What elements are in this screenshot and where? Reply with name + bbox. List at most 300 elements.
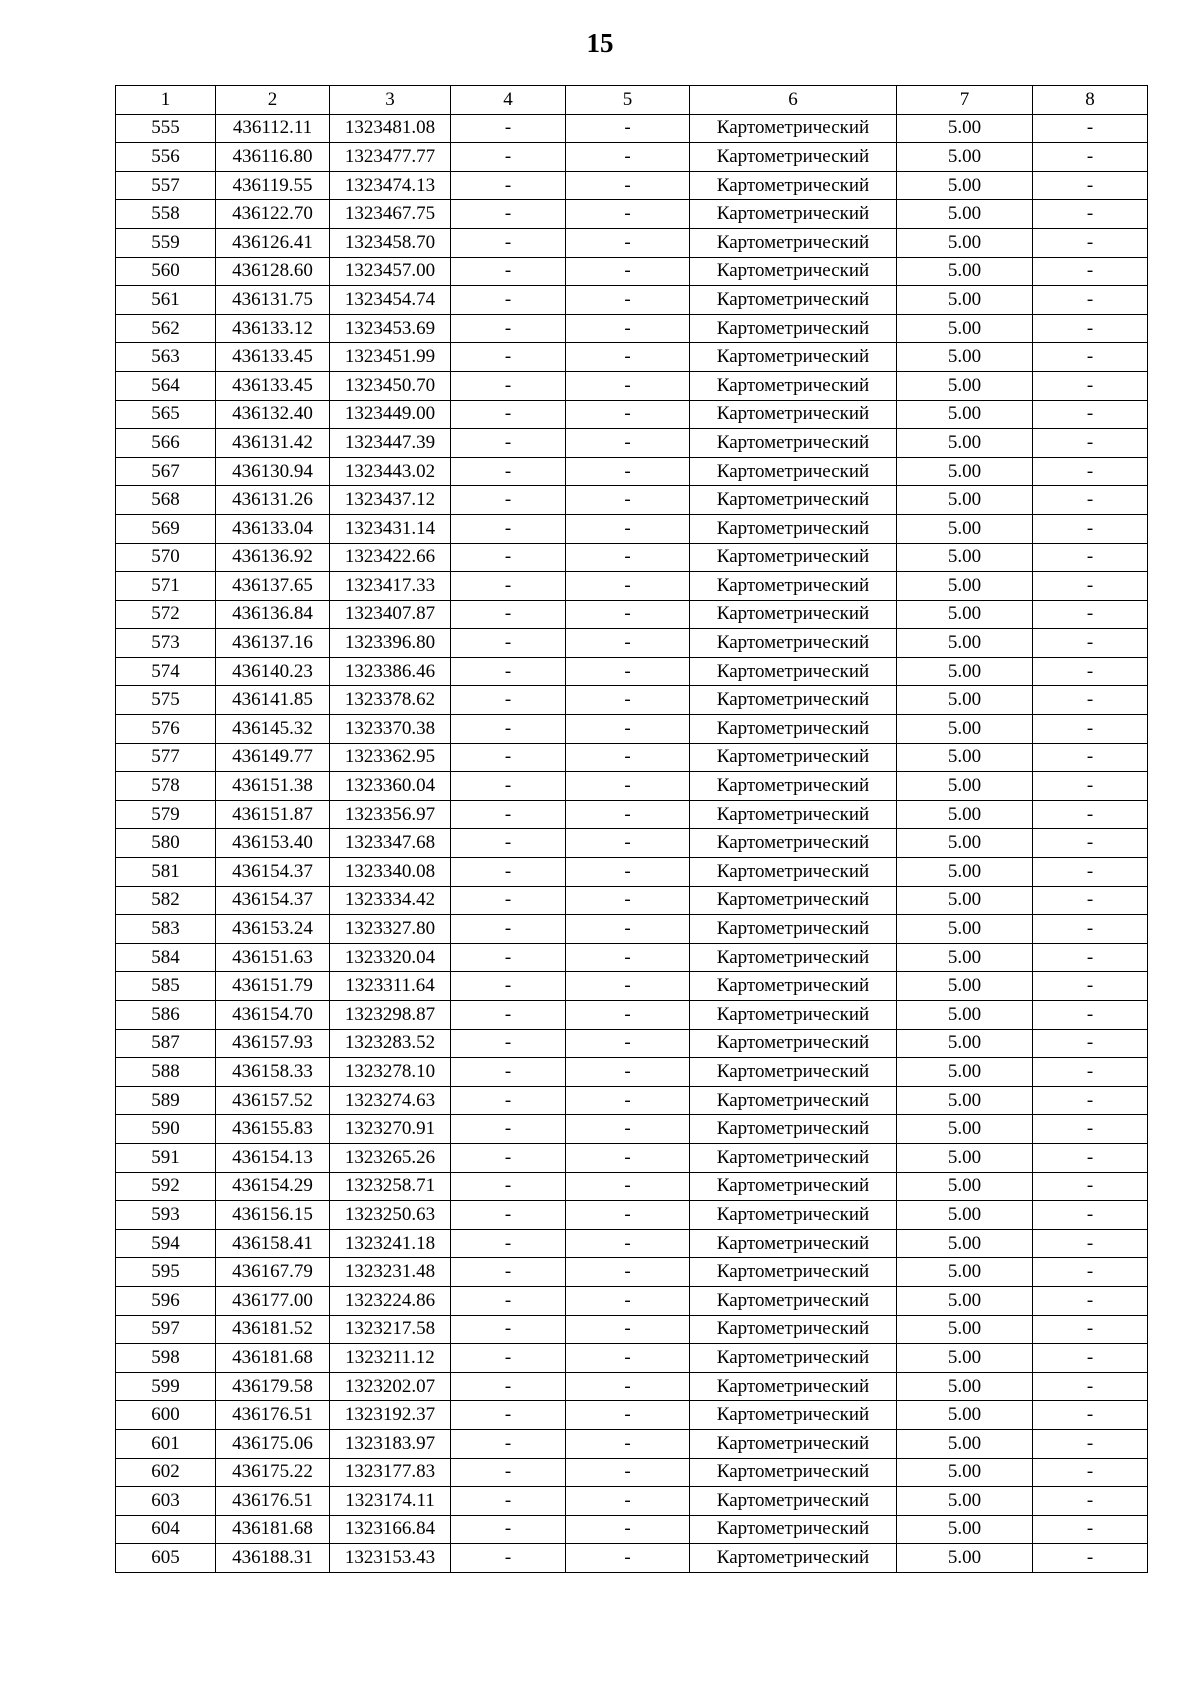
table-cell: 436141.85 <box>216 686 330 715</box>
table-header-row <box>116 86 1148 115</box>
table-cell: Картометрический <box>690 257 897 286</box>
table-cell: - <box>451 1029 566 1058</box>
table-cell: - <box>451 943 566 972</box>
table-row <box>116 1286 1148 1315</box>
table-cell: 5.00 <box>897 686 1033 715</box>
table-cell: 555 <box>116 114 216 143</box>
table-cell: Картометрический <box>690 1515 897 1544</box>
table-cell: 1323217.58 <box>330 1315 451 1344</box>
table-cell: - <box>451 314 566 343</box>
table-cell: Картометрический <box>690 171 897 200</box>
table-cell: Картометрический <box>690 600 897 629</box>
table-cell: 5.00 <box>897 1372 1033 1401</box>
table-cell: - <box>566 629 690 658</box>
table-cell: - <box>566 715 690 744</box>
table-cell: 436156.15 <box>216 1201 330 1230</box>
table-cell: Картометрический <box>690 400 897 429</box>
table-cell: - <box>566 1172 690 1201</box>
table-cell: Картометрический <box>690 371 897 400</box>
table-cell: 436175.06 <box>216 1429 330 1458</box>
table-cell: - <box>1033 257 1148 286</box>
table-cell: - <box>566 114 690 143</box>
table-cell: Картометрический <box>690 1229 897 1258</box>
table-cell: 571 <box>116 572 216 601</box>
table-row <box>116 1058 1148 1087</box>
table-cell: 568 <box>116 486 216 515</box>
table-cell: 436131.75 <box>216 286 330 315</box>
table-cell: 1323211.12 <box>330 1344 451 1373</box>
table-cell: - <box>451 715 566 744</box>
table-cell: 569 <box>116 514 216 543</box>
table-cell: - <box>451 1258 566 1287</box>
table-row <box>116 657 1148 686</box>
table-cell: Картометрический <box>690 1001 897 1030</box>
table-cell: 5.00 <box>897 1344 1033 1373</box>
table-cell: 5.00 <box>897 1258 1033 1287</box>
table-cell: Картометрический <box>690 743 897 772</box>
table-cell: 436137.65 <box>216 572 330 601</box>
table-cell: - <box>451 143 566 172</box>
table-cell: 593 <box>116 1201 216 1230</box>
table-cell: - <box>566 1458 690 1487</box>
table-cell: - <box>451 1115 566 1144</box>
table-cell: - <box>566 1429 690 1458</box>
table-cell: 604 <box>116 1515 216 1544</box>
table-cell: Картометрический <box>690 1487 897 1516</box>
table-cell: - <box>451 1143 566 1172</box>
table-cell: - <box>566 1487 690 1516</box>
table-cell: 436181.52 <box>216 1315 330 1344</box>
table-cell: 1323407.87 <box>330 600 451 629</box>
table-cell: 1323166.84 <box>330 1515 451 1544</box>
table-cell: 603 <box>116 1487 216 1516</box>
coordinates-table <box>115 85 1148 1573</box>
table-cell: Картометрический <box>690 1544 897 1573</box>
table-cell: 1323192.37 <box>330 1401 451 1430</box>
table-cell: 1323278.10 <box>330 1058 451 1087</box>
table-cell: Картометрический <box>690 1201 897 1230</box>
table-cell: 581 <box>116 858 216 887</box>
table-cell: - <box>566 1229 690 1258</box>
table-cell: 578 <box>116 772 216 801</box>
table-cell: 436151.87 <box>216 800 330 829</box>
table-cell: Картометрический <box>690 514 897 543</box>
table-cell: 585 <box>116 972 216 1001</box>
table-row <box>116 972 1148 1001</box>
table-cell: 5.00 <box>897 1058 1033 1087</box>
table-cell: - <box>451 371 566 400</box>
table-cell: 436133.04 <box>216 514 330 543</box>
table-cell: - <box>1033 858 1148 887</box>
table-cell: 1323258.71 <box>330 1172 451 1201</box>
table-cell: 436112.11 <box>216 114 330 143</box>
table-cell: - <box>451 915 566 944</box>
table-cell: - <box>566 1286 690 1315</box>
table-cell: 5.00 <box>897 1086 1033 1115</box>
table-cell: 5.00 <box>897 371 1033 400</box>
table-body <box>116 86 1148 1573</box>
table-cell: 1323362.95 <box>330 743 451 772</box>
table-cell: 436158.41 <box>216 1229 330 1258</box>
table-cell: - <box>451 1401 566 1430</box>
table-row <box>116 858 1148 887</box>
table-cell: Картометрический <box>690 800 897 829</box>
table-cell: - <box>451 972 566 1001</box>
table-cell: Картометрический <box>690 286 897 315</box>
table-cell: - <box>1033 715 1148 744</box>
table-cell: Картометрический <box>690 1172 897 1201</box>
table-cell: - <box>1033 1201 1148 1230</box>
table-cell: 586 <box>116 1001 216 1030</box>
table-cell: 1323283.52 <box>330 1029 451 1058</box>
table-cell: 558 <box>116 200 216 229</box>
table-cell: - <box>1033 371 1148 400</box>
table-cell: - <box>451 743 566 772</box>
table-cell: 582 <box>116 886 216 915</box>
table-cell: 5.00 <box>897 1429 1033 1458</box>
table-cell: - <box>451 1201 566 1230</box>
table-cell: 580 <box>116 829 216 858</box>
table-cell: 436133.12 <box>216 314 330 343</box>
table-cell: - <box>566 457 690 486</box>
table-cell: 436176.51 <box>216 1401 330 1430</box>
table-cell: - <box>566 286 690 315</box>
table-cell: 5.00 <box>897 800 1033 829</box>
table-cell: 5.00 <box>897 657 1033 686</box>
table-cell: 436131.42 <box>216 429 330 458</box>
table-cell: - <box>451 829 566 858</box>
table-cell: 1323422.66 <box>330 543 451 572</box>
table-cell: 1323474.13 <box>330 171 451 200</box>
table-cell: Картометрический <box>690 972 897 1001</box>
table-cell: 596 <box>116 1286 216 1315</box>
table-row <box>116 228 1148 257</box>
table-cell: - <box>1033 1058 1148 1087</box>
table-cell: 436131.26 <box>216 486 330 515</box>
table-cell: - <box>1033 1372 1148 1401</box>
table-row <box>116 943 1148 972</box>
table-cell: 5.00 <box>897 772 1033 801</box>
table-cell: - <box>566 1258 690 1287</box>
table-cell: 436136.92 <box>216 543 330 572</box>
table-cell: 436122.70 <box>216 200 330 229</box>
table-cell: - <box>1033 800 1148 829</box>
table-cell: - <box>566 371 690 400</box>
table-cell: 1323467.75 <box>330 200 451 229</box>
table-cell: - <box>1033 829 1148 858</box>
table-cell: 563 <box>116 343 216 372</box>
table-row <box>116 743 1148 772</box>
table-cell: - <box>1033 1544 1148 1573</box>
table-cell: 436177.00 <box>216 1286 330 1315</box>
table-cell: - <box>566 400 690 429</box>
table-cell: - <box>566 1344 690 1373</box>
table-cell: 436140.23 <box>216 657 330 686</box>
table-cell: - <box>1033 886 1148 915</box>
table-cell: 436132.40 <box>216 400 330 429</box>
table-cell: Картометрический <box>690 772 897 801</box>
table-row <box>116 715 1148 744</box>
table-cell: 559 <box>116 228 216 257</box>
table-cell: - <box>566 314 690 343</box>
table-cell: 599 <box>116 1372 216 1401</box>
table-cell: 1323431.14 <box>330 514 451 543</box>
table-row <box>116 143 1148 172</box>
table-cell: - <box>451 572 566 601</box>
table-cell: 5.00 <box>897 629 1033 658</box>
table-cell: 5.00 <box>897 886 1033 915</box>
table-cell: Картометрический <box>690 686 897 715</box>
table-cell: 436157.52 <box>216 1086 330 1115</box>
table-cell: - <box>566 1544 690 1573</box>
table-cell: 436149.77 <box>216 743 330 772</box>
table-cell: 1323340.08 <box>330 858 451 887</box>
table-cell: 5.00 <box>897 257 1033 286</box>
table-cell: 1323386.46 <box>330 657 451 686</box>
table-row <box>116 343 1148 372</box>
table-cell: - <box>451 686 566 715</box>
column-number-cell: 7 <box>897 86 1033 115</box>
table-cell: 436133.45 <box>216 371 330 400</box>
table-cell: Картометрический <box>690 1458 897 1487</box>
table-cell: 601 <box>116 1429 216 1458</box>
table-cell: - <box>451 1001 566 1030</box>
table-cell: - <box>451 543 566 572</box>
table-cell: Картометрический <box>690 1344 897 1373</box>
table-cell: 583 <box>116 915 216 944</box>
table-cell: 5.00 <box>897 1515 1033 1544</box>
table-cell: 5.00 <box>897 1286 1033 1315</box>
table-row <box>116 1429 1148 1458</box>
table-cell: - <box>566 915 690 944</box>
table-row <box>116 400 1148 429</box>
table-cell: 436145.32 <box>216 715 330 744</box>
table-cell: 436158.33 <box>216 1058 330 1087</box>
table-cell: - <box>1033 457 1148 486</box>
table-cell: - <box>451 1172 566 1201</box>
table-cell: 591 <box>116 1143 216 1172</box>
table-row <box>116 514 1148 543</box>
table-cell: 1323311.64 <box>330 972 451 1001</box>
column-number-cell: 5 <box>566 86 690 115</box>
table-cell: 597 <box>116 1315 216 1344</box>
table-cell: - <box>451 1515 566 1544</box>
table-cell: - <box>1033 1229 1148 1258</box>
table-cell: 561 <box>116 286 216 315</box>
table-cell: - <box>451 1315 566 1344</box>
table-cell: - <box>1033 314 1148 343</box>
table-cell: 556 <box>116 143 216 172</box>
table-cell: 1323356.97 <box>330 800 451 829</box>
table-cell: 5.00 <box>897 829 1033 858</box>
table-cell: Картометрический <box>690 429 897 458</box>
table-row <box>116 915 1148 944</box>
table-cell: 436157.93 <box>216 1029 330 1058</box>
table-row <box>116 1029 1148 1058</box>
table-cell: 1323458.70 <box>330 228 451 257</box>
table-row <box>116 1086 1148 1115</box>
table-cell: 5.00 <box>897 1544 1033 1573</box>
table-cell: 5.00 <box>897 915 1033 944</box>
table-cell: - <box>451 1487 566 1516</box>
table-cell: - <box>451 1229 566 1258</box>
table-cell: 436137.16 <box>216 629 330 658</box>
table-cell: 560 <box>116 257 216 286</box>
page-number: 15 <box>586 28 614 58</box>
table-cell: 1323347.68 <box>330 829 451 858</box>
table-cell: 1323443.02 <box>330 457 451 486</box>
table-cell: 5.00 <box>897 486 1033 515</box>
table-cell: Картометрический <box>690 1029 897 1058</box>
table-cell: 5.00 <box>897 1143 1033 1172</box>
table-cell: 598 <box>116 1344 216 1373</box>
table-row <box>116 800 1148 829</box>
table-cell: 436175.22 <box>216 1458 330 1487</box>
table-cell: Картометрический <box>690 1372 897 1401</box>
table-cell: - <box>1033 114 1148 143</box>
table-cell: - <box>1033 400 1148 429</box>
table-cell: - <box>1033 1487 1148 1516</box>
table-cell: - <box>1033 228 1148 257</box>
table-cell: 587 <box>116 1029 216 1058</box>
table-cell: 584 <box>116 943 216 972</box>
table-row <box>116 572 1148 601</box>
table-cell: 1323360.04 <box>330 772 451 801</box>
table-cell: Картометрический <box>690 143 897 172</box>
table-cell: 1323265.26 <box>330 1143 451 1172</box>
table-cell: - <box>1033 1458 1148 1487</box>
table-cell: 1323320.04 <box>330 943 451 972</box>
table-cell: - <box>1033 600 1148 629</box>
table-cell: - <box>451 1344 566 1373</box>
table-cell: - <box>451 200 566 229</box>
table-cell: 5.00 <box>897 543 1033 572</box>
table-cell: - <box>566 543 690 572</box>
table-cell: - <box>451 600 566 629</box>
table-row <box>116 1143 1148 1172</box>
table-cell: 5.00 <box>897 1458 1033 1487</box>
table-cell: - <box>1033 543 1148 572</box>
table-row <box>116 200 1148 229</box>
table-cell: 5.00 <box>897 1029 1033 1058</box>
table-cell: 1323334.42 <box>330 886 451 915</box>
table-cell: Картометрический <box>690 200 897 229</box>
column-number-cell: 3 <box>330 86 451 115</box>
table-cell: 436130.94 <box>216 457 330 486</box>
table-cell: 1323270.91 <box>330 1115 451 1144</box>
table-cell: - <box>566 1315 690 1344</box>
table-cell: 436176.51 <box>216 1487 330 1516</box>
table-cell: 436154.70 <box>216 1001 330 1030</box>
table-cell: Картометрический <box>690 1115 897 1144</box>
table-cell: - <box>451 800 566 829</box>
table-cell: 5.00 <box>897 1201 1033 1230</box>
table-row <box>116 371 1148 400</box>
table-cell: - <box>451 1086 566 1115</box>
table-cell: 1323202.07 <box>330 1372 451 1401</box>
table-cell: - <box>451 1458 566 1487</box>
table-cell: 589 <box>116 1086 216 1115</box>
table-cell: 436128.60 <box>216 257 330 286</box>
table-cell: - <box>566 200 690 229</box>
table-row <box>116 686 1148 715</box>
table-cell: 1323241.18 <box>330 1229 451 1258</box>
table-cell: - <box>1033 1315 1148 1344</box>
table-cell: - <box>1033 1286 1148 1315</box>
table-cell: - <box>566 972 690 1001</box>
table-cell: 5.00 <box>897 514 1033 543</box>
table-cell: - <box>1033 1001 1148 1030</box>
table-cell: Картометрический <box>690 886 897 915</box>
table-cell: - <box>451 257 566 286</box>
table-cell: 576 <box>116 715 216 744</box>
table-row <box>116 1344 1148 1373</box>
table-cell: 5.00 <box>897 228 1033 257</box>
table-cell: - <box>451 1372 566 1401</box>
table-row <box>116 1172 1148 1201</box>
table-cell: - <box>451 858 566 887</box>
table-cell: - <box>566 772 690 801</box>
table-cell: - <box>1033 1086 1148 1115</box>
table-cell: 5.00 <box>897 114 1033 143</box>
table-cell: 436153.24 <box>216 915 330 944</box>
table-cell: - <box>566 429 690 458</box>
table-cell: 5.00 <box>897 600 1033 629</box>
table-cell: 5.00 <box>897 343 1033 372</box>
table-row <box>116 1487 1148 1516</box>
table-cell: - <box>1033 686 1148 715</box>
table-cell: 1323177.83 <box>330 1458 451 1487</box>
table-row <box>116 1401 1148 1430</box>
table-cell: 570 <box>116 543 216 572</box>
table-cell: - <box>566 743 690 772</box>
table-cell: 5.00 <box>897 457 1033 486</box>
table-cell: Картометрический <box>690 657 897 686</box>
table-row <box>116 286 1148 315</box>
table-cell: - <box>566 686 690 715</box>
table-cell: Картометрический <box>690 457 897 486</box>
table-cell: 577 <box>116 743 216 772</box>
table-row <box>116 429 1148 458</box>
table-row <box>116 171 1148 200</box>
table-cell: - <box>566 514 690 543</box>
table-cell: - <box>566 486 690 515</box>
table-cell: - <box>566 171 690 200</box>
table-cell: - <box>566 1372 690 1401</box>
table-cell: - <box>451 457 566 486</box>
table-cell: 5.00 <box>897 200 1033 229</box>
table-cell: 566 <box>116 429 216 458</box>
table-cell: - <box>1033 943 1148 972</box>
table-cell: Картометрический <box>690 1401 897 1430</box>
table-cell: - <box>566 228 690 257</box>
table-row <box>116 1258 1148 1287</box>
table-cell: - <box>566 1515 690 1544</box>
table-cell: 5.00 <box>897 286 1033 315</box>
table-cell: 1323417.33 <box>330 572 451 601</box>
table-cell: Картометрический <box>690 114 897 143</box>
table-cell: 1323274.63 <box>330 1086 451 1115</box>
table-cell: Картометрический <box>690 1058 897 1087</box>
table-cell: 605 <box>116 1544 216 1573</box>
table-cell: - <box>566 1401 690 1430</box>
table-row <box>116 1001 1148 1030</box>
table-cell: 436119.55 <box>216 171 330 200</box>
table-cell: - <box>1033 343 1148 372</box>
table-cell: - <box>1033 286 1148 315</box>
table-cell: Картометрический <box>690 1286 897 1315</box>
table-cell: 1323449.00 <box>330 400 451 429</box>
